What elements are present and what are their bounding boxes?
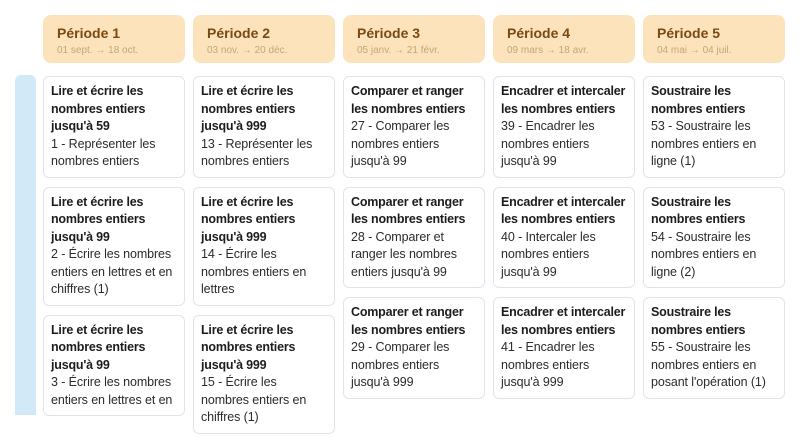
period-header <box>643 15 785 63</box>
period-column <box>343 15 485 408</box>
period-cards <box>493 76 635 399</box>
lesson-label: 13 - Représenter les nombres entiers <box>201 136 313 168</box>
period-dates: 09 mars → 18 avr. <box>507 45 589 56</box>
period-dates: 05 janv. → 21 févr. <box>357 45 440 56</box>
period-header <box>193 15 335 63</box>
lesson-label: 29 - Comparer les nombres entiers jusqu'à 999 <box>351 340 450 389</box>
sequence-title: Encadrer et intercaler les nombres entiers <box>501 84 626 116</box>
period-title: Période 4 <box>507 25 571 41</box>
period-cards <box>193 76 335 434</box>
sequence-card[interactable] <box>343 187 485 289</box>
period-title: Période 3 <box>357 25 421 41</box>
period-header <box>493 15 635 63</box>
lesson-label: 41 - Encadrer les nombres entiers jusqu'à 999 <box>501 340 595 389</box>
period-header <box>343 15 485 63</box>
sequence-title: Lire et écrire les nombres entiers jusqu'à 59 <box>51 84 146 133</box>
sequence-card[interactable] <box>343 76 485 178</box>
lesson-label: 14 - Écrire les nombres entiers en lettres <box>201 247 307 296</box>
period-dates: 04 mai → 04 juil. <box>657 45 732 56</box>
lesson-label: 2 - Écrire les nombres entiers en lettres et en chiffres (1) <box>51 247 173 296</box>
sequence-title: Lire et écrire les nombres entiers jusqu'à 99 <box>51 322 146 372</box>
sequence-card[interactable] <box>493 297 635 399</box>
period-cards <box>43 76 185 416</box>
sequence-title: Comparer et ranger les nombres entiers <box>351 84 466 116</box>
sequence-title: Encadrer et intercaler les nombres entiers <box>501 194 626 226</box>
sequence-title: Lire et écrire les nombres entiers jusqu'à 999 <box>201 322 296 372</box>
sequence-card[interactable] <box>193 315 335 434</box>
period-title: Période 1 <box>57 25 121 41</box>
sequence-card[interactable] <box>643 297 785 399</box>
sequence-card[interactable] <box>193 76 335 178</box>
sequence-title: Soustraire les nombres entiers <box>651 194 746 226</box>
lesson-label: 15 - Écrire les nombres entiers en chiffres (1) <box>201 375 307 424</box>
period-title: Période 5 <box>657 25 721 41</box>
sequence-title: Lire et écrire les nombres entiers jusqu'à 999 <box>201 84 296 133</box>
sequence-title: Comparer et ranger les nombres entiers <box>351 305 466 337</box>
sequence-card[interactable] <box>493 76 635 178</box>
sequence-card[interactable] <box>43 187 185 306</box>
sequence-title: Encadrer et intercaler les nombres entiers <box>501 305 626 337</box>
lesson-label: 53 - Soustraire les nombres entiers en ligne (1) <box>651 119 757 168</box>
lesson-label: 28 - Comparer et ranger les nombres entiers jusqu'à 99 <box>351 229 457 279</box>
sequence-title: Lire et écrire les nombres entiers jusqu'à 99 <box>51 194 146 244</box>
lesson-label: 39 - Encadrer les nombres entiers jusqu'à 99 <box>501 119 595 168</box>
domain-color-strip <box>15 75 36 415</box>
period-header <box>43 15 185 63</box>
sequence-card[interactable] <box>643 76 785 178</box>
period-dates: 03 nov. → 20 déc. <box>207 45 288 56</box>
lesson-label: 55 - Soustraire les nombres entiers en posant l'opération (1) <box>651 340 766 389</box>
sequence-title: Soustraire les nombres entiers <box>651 84 746 116</box>
period-column <box>43 15 185 425</box>
lesson-label: 54 - Soustraire les nombres entiers en ligne (2) <box>651 229 757 279</box>
period-title: Période 2 <box>207 25 271 41</box>
sequence-card[interactable] <box>43 315 185 417</box>
sequence-card[interactable] <box>193 187 335 306</box>
sequence-card[interactable] <box>643 187 785 289</box>
sequence-card[interactable] <box>343 297 485 399</box>
period-cards <box>643 76 785 399</box>
period-column <box>643 15 785 408</box>
lesson-label: 1 - Représenter les nombres entiers <box>51 136 156 168</box>
lesson-label: 40 - Intercaler les nombres entiers jusqu'à 99 <box>501 229 596 279</box>
period-column <box>493 15 635 408</box>
period-dates: 01 sept. → 18 oct. <box>57 45 139 56</box>
sequence-title: Comparer et ranger les nombres entiers <box>351 194 466 226</box>
period-cards <box>343 76 485 399</box>
sequence-title: Soustraire les nombres entiers <box>651 305 746 337</box>
period-column <box>193 15 335 443</box>
sequence-card[interactable] <box>43 76 185 178</box>
sequence-title: Lire et écrire les nombres entiers jusqu'à 999 <box>201 194 296 244</box>
lesson-label: 3 - Écrire les nombres entiers en lettres et en <box>51 375 173 407</box>
sequence-card[interactable] <box>493 187 635 289</box>
lesson-label: 27 - Comparer les nombres entiers jusqu'à 99 <box>351 119 450 168</box>
